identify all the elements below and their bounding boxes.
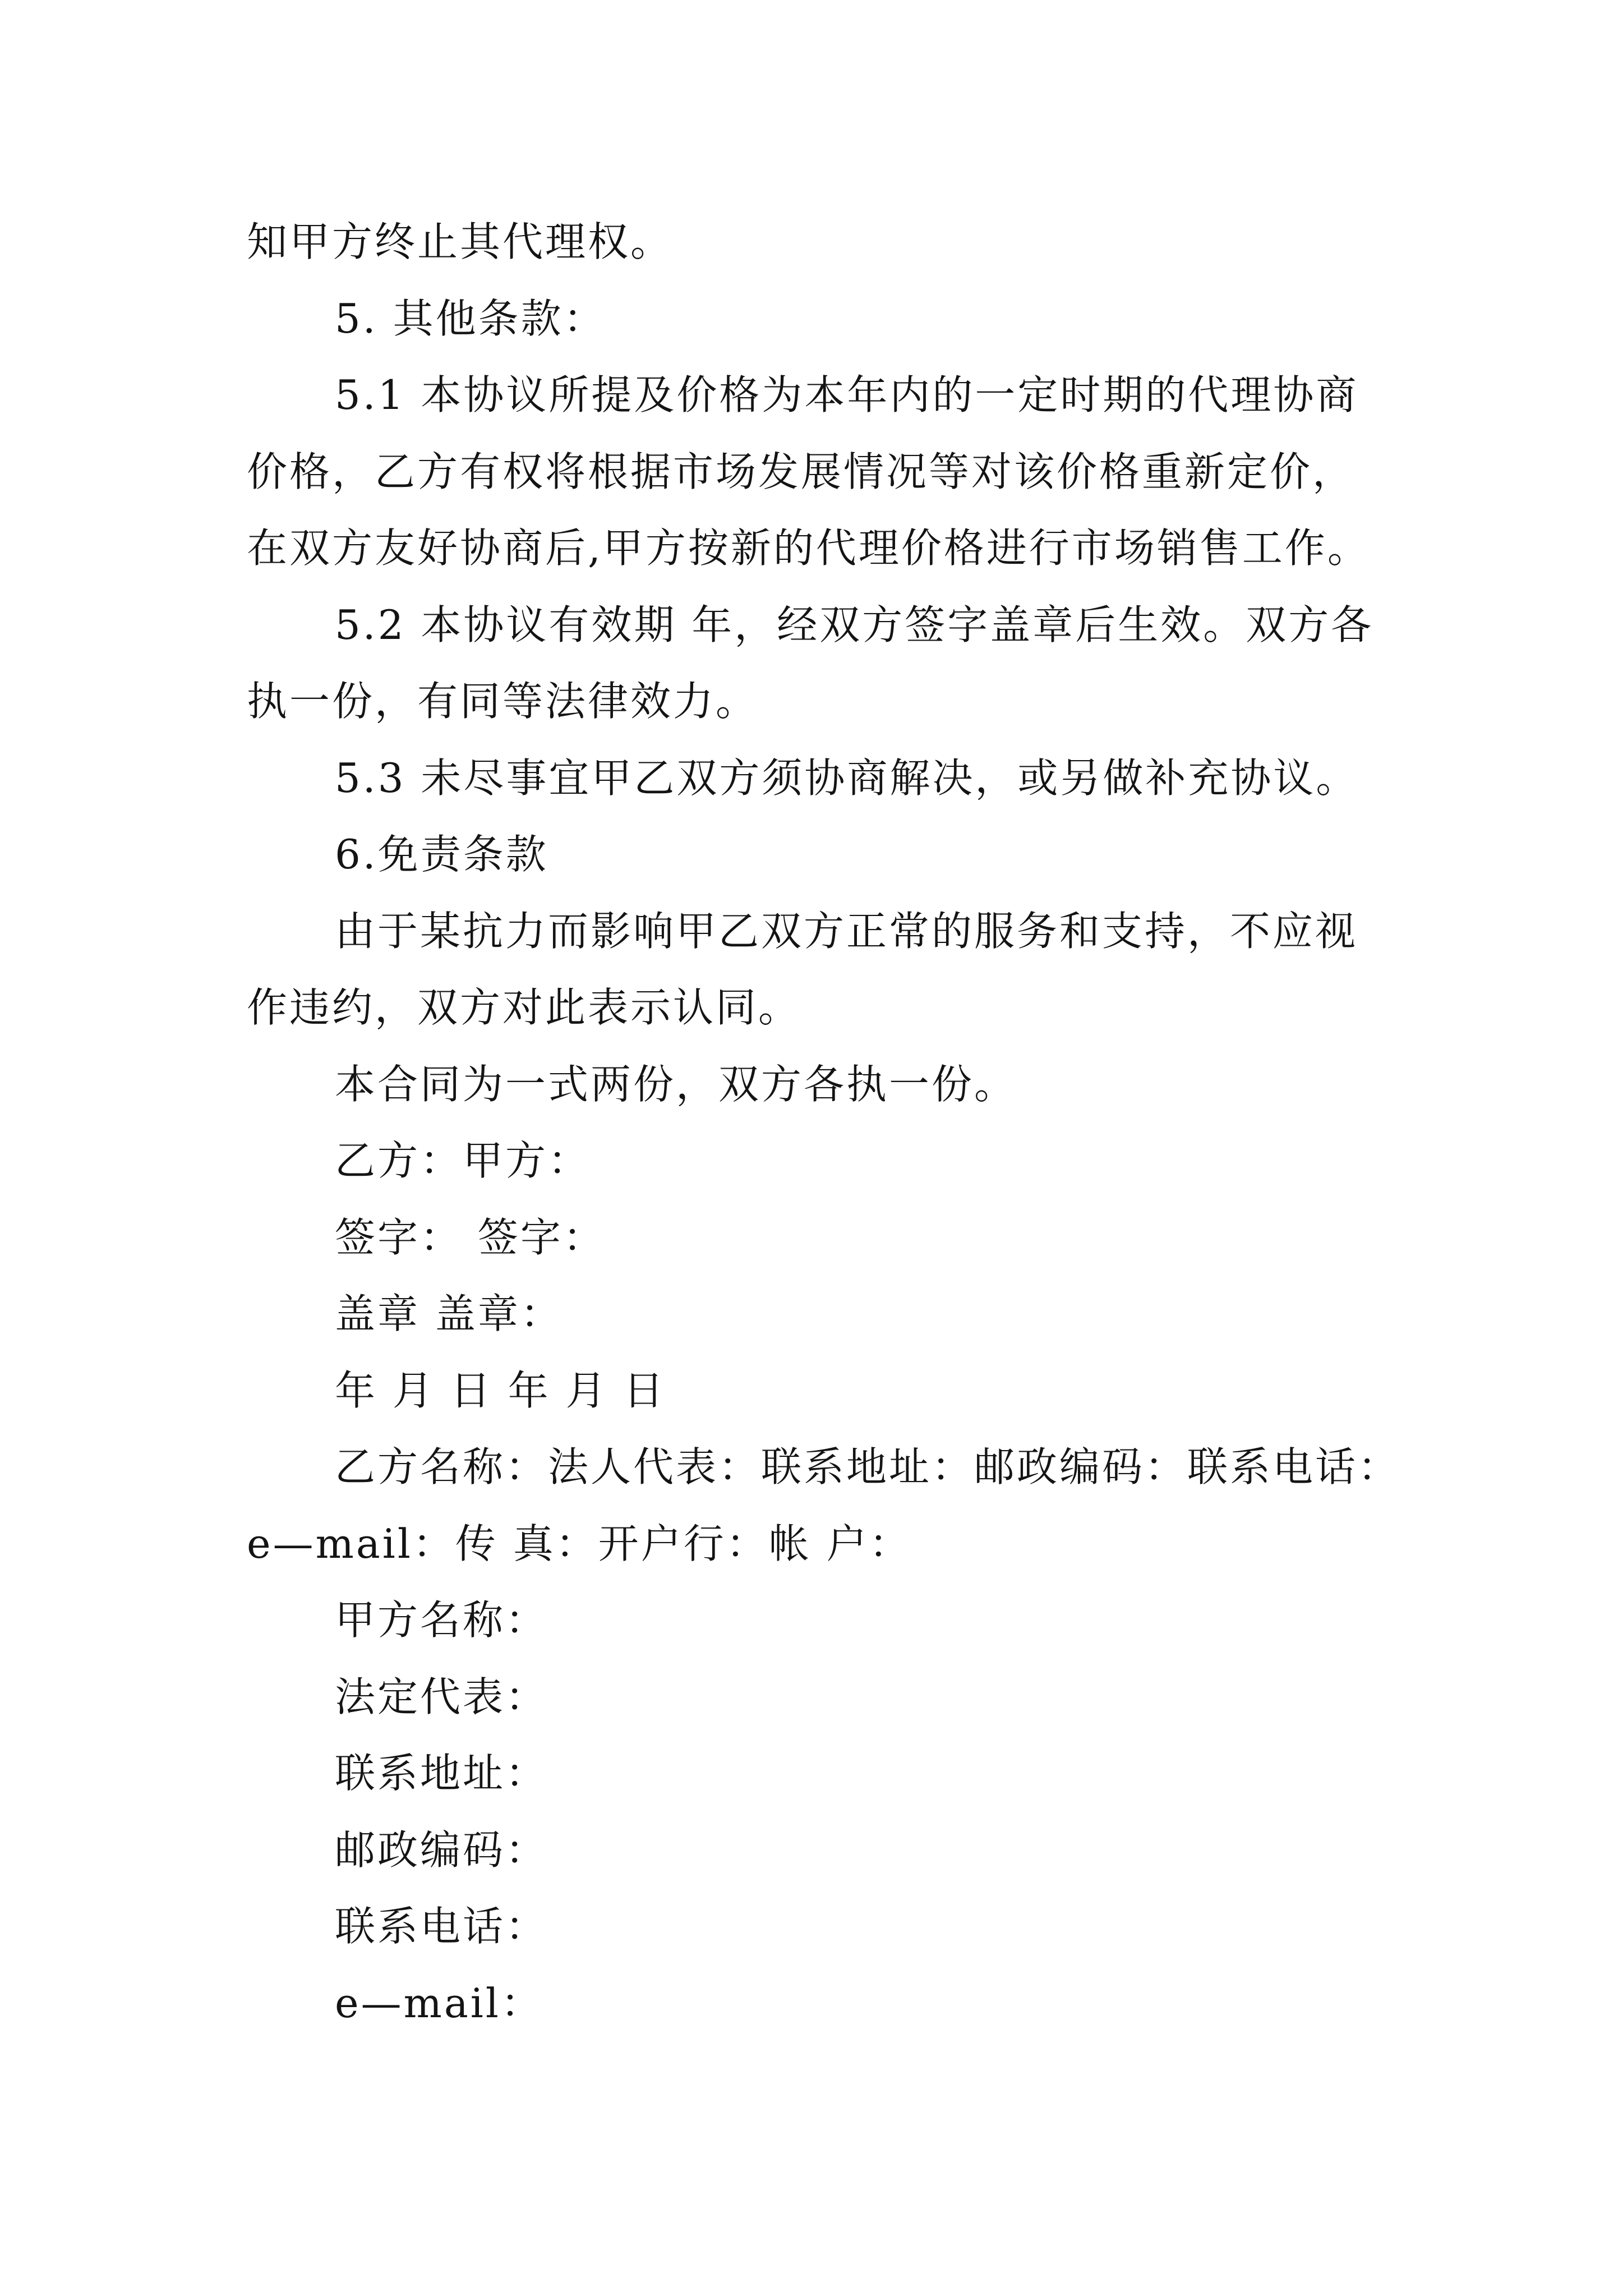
contact-field: 法定代表： [335, 1673, 548, 1720]
text-line: 在双方友好协商后,甲方按新的代理价格进行市场销售工作。 [247, 524, 1370, 572]
text-line: 5.1 本协议所提及价格为本年内的一定时期的代理协商 [335, 371, 1359, 418]
contact-field: 邮政编码： [335, 1826, 548, 1874]
signature-line: 乙方：甲方： [335, 1137, 591, 1184]
text-line: 价格，乙方有权将根据市场发展情况等对该价格重新定价， [247, 448, 1355, 495]
text-line: 作违约，双方对此表示认同。 [247, 984, 801, 1031]
contact-field: 联系地址： [335, 1750, 548, 1797]
section-heading: 6.免责条款 [335, 831, 548, 878]
contact-line: e—mail：传 真：开户行：帐 户： [247, 1520, 912, 1567]
section-heading: 5. 其他条款： [335, 295, 606, 342]
date-line: 年 月 日 年 月 日 [335, 1367, 666, 1414]
contact-field: 甲方名称： [335, 1596, 548, 1644]
text-line: 5.3 未尽事宜甲乙双方须协商解决，或另做补充协议。 [335, 754, 1359, 802]
signature-line: 盖章 盖章： [335, 1290, 563, 1337]
text-line: 知甲方终止其代理权。 [247, 218, 674, 265]
contact-field: e—mail： [335, 1980, 543, 2027]
contact-line: 乙方名称：法人代表：联系地址：邮政编码：联系电话： [335, 1443, 1401, 1490]
contact-field: 联系电话： [335, 1903, 548, 1950]
text-line: 5.2 本协议有效期 年，经双方签字盖章后生效。双方各 [335, 601, 1374, 648]
text-line: 执一份，有同等法律效力。 [247, 678, 759, 725]
text-line: 由于某抗力而影响甲乙双方正常的服务和支持，不应视 [335, 908, 1358, 955]
signature-line: 签字： 签字： [335, 1214, 606, 1261]
text-line: 本合同为一式两份，双方各执一份。 [335, 1061, 1017, 1108]
